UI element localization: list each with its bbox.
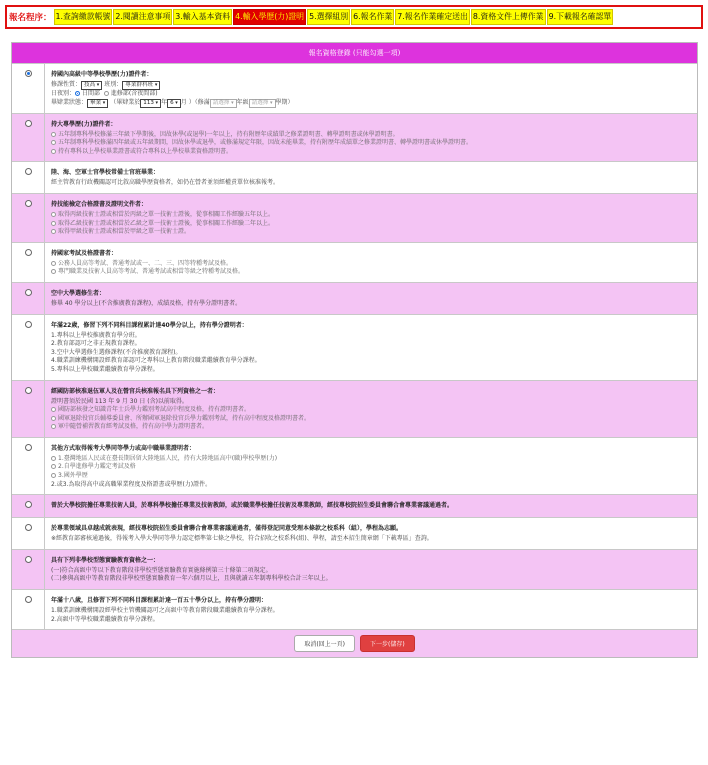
graduation-status-label: 畢肄業狀態： [51,98,88,106]
class-type-select[interactable]: 專業群科班 ▾ [122,81,160,90]
option-row-college [12,113,697,162]
option-radio-age18-credits[interactable] [25,596,32,603]
option-row-highschool [12,63,697,113]
step-3-basic-info[interactable]: 3.輸入基本資料 [173,9,232,25]
option-note: 2.或3.為取得高中或高職畢業程度及格證書或學歷(力)證件。 [51,480,212,488]
option-row-open-university [12,282,697,314]
option-title: 年滿22歲，修習下列不同科目課程累計達40學分以上，持有學分證明者： [51,321,248,329]
step-2-read-notes[interactable]: 2.閱讀注意事項 [113,9,172,25]
day-night-label: 日夜別： [51,90,76,97]
next-save-button[interactable]: 下一步(儲存) [360,635,415,652]
registration-steps-bar [5,5,703,29]
option-text: (一)符合高級中等以下教育階段非學校型態實驗教育實施條例第三十條第二項規定。 [51,566,272,574]
sub-option-text: 專門職業及技術人員高等考試、普通考試或相當等級之特種考試及格。 [58,268,245,276]
option-row-military-school [12,161,697,193]
sub-option-text: 3.國外學歷 [58,472,88,480]
month-unit: 月 [180,98,187,106]
option-radio-veterans[interactable] [25,387,32,394]
day-division-radio[interactable] [75,91,80,96]
option-radio-military-school[interactable] [25,168,32,175]
sub-option-radio[interactable] [51,212,56,217]
term-unit: 學期） [275,98,294,106]
option-title: 空中大學選修生者： [51,289,106,297]
option-radio-college[interactable] [25,120,32,127]
sub-option-text: 持有專科以上學校畢業證書或符合專科以上學校畢業資格證明書。 [58,147,233,155]
form-footer [12,629,697,657]
option-radio-technical-staff[interactable] [25,501,32,508]
option-row-skill-certificate [12,193,697,242]
evening-division-label: 進修部(含夜間部) [110,90,158,97]
step-8-upload-documents[interactable]: 8.資格文件上傳作業 [471,9,546,25]
option-title: 持技能檢定合格證書及證明文件者： [51,200,148,208]
option-text: 5.專科以上學校職業繼續教育學分課程。 [51,365,159,373]
course-type-select[interactable]: 技高 ▾ [81,81,102,90]
option-radio-skill-certificate[interactable] [25,200,32,207]
sub-option-radio[interactable] [51,464,56,469]
sub-option-radio[interactable] [51,261,56,266]
graduation-status-select[interactable]: 畢業 ▾ [87,99,108,108]
sub-option-text: 五年制專科學校修滿四年級或五年級期間，因故休學或退學，或修滿規定年限，因故未能畢業，持有附歷年成績單之修業證明書、轉學證明書或休學證明書。 [58,139,473,147]
sub-option-text: 軍中隨營補習教育經考試及格，持有高中學力證明書者。 [58,423,209,431]
completed-prefix: ）（修滿 [188,98,210,106]
sub-option-text: 取得甲級技術士證或相當於甲級之單一技術士證。 [58,228,191,236]
option-row-equivalent [12,437,697,494]
sub-option-radio[interactable] [51,416,56,421]
day-division-label: 日間部 [82,90,101,97]
option-radio-age22-credits[interactable] [25,321,32,328]
sub-option-text: 取得丙級技術士證或相當於丙級之單一技術士證後，從事相關工作經驗五年以上。 [58,210,275,218]
option-intro: 證明書須於民國 113 年 9 月 30 日 (含)以前取得。 [51,397,188,405]
option-title: 於專業領域具卓越成就表現，經技專校院招生委員會聯合會專業審議通過者，僅得登記同意受理本條款之校系科（組），學程為志願。 [51,525,403,533]
option-radio-open-university[interactable] [25,289,32,296]
step-1-query-account[interactable]: 1.查詢繳款帳號 [54,9,113,25]
completed-grade-select[interactable]: 請選擇 ▾ [210,99,237,108]
sub-option-radio[interactable] [51,269,56,274]
sub-option-radio[interactable] [51,456,56,461]
qualification-form [11,42,698,658]
option-text: 1.職業訓練機構開設經學校主管機關認可之高級中等教育階段職業繼續教育學分課程。 [51,607,279,615]
option-text: 經主管教育行政機關認可比敘高職學歷資格者，如仍在營者並須經權責單位核准報考。 [51,179,280,187]
option-radio-highschool[interactable] [25,70,32,77]
option-title: 持國內高級中等學校學歷(力)證件者： [51,71,153,78]
option-radio-experimental-education[interactable] [25,556,32,563]
sub-option-text: 取得乙級技術士證或相當於乙級之單一技術士證後，從事相關工作經驗二年以上。 [58,219,275,227]
step-7-submit[interactable]: 7.報名作業確定送出 [395,9,470,25]
step-5-choose-group[interactable]: 5.選擇組別 [307,9,350,25]
option-text: (二)參與高級中等教育階段非學校型態實驗教育一年六個月以上，且與就讀五年制專科學校合計三年以上。 [51,575,332,583]
sub-option-radio[interactable] [51,140,56,145]
sub-option-text: 國軍退除役官兵輔導委員會、所辦國軍退除役官兵學力鑑別考試，持有高中程度及格證明書者。 [58,414,311,422]
sub-option-text: 五年制專科學校修滿三年級下學期後，因故休學(或退學)一年以上，持有附歷年成績單之修業證明書、轉學證明書或休學證明書。 [58,130,399,138]
form-header: 報名資格登錄 (只能勾選一項) [12,43,697,63]
option-row-veterans [12,380,697,437]
graduation-date-prefix: （畢肄業於 [110,98,141,106]
option-text: 4.職業訓練機構開設經教育部認可之專科以上教育階段職業繼續教育學分課程。 [51,357,261,365]
class-type-label: 班別： [104,81,123,88]
option-title: 具有下列非學校型態實驗教育資格之一： [51,556,160,564]
option-text: 2.教育部認可之非正規教育課程。 [51,340,141,348]
sub-option-radio[interactable] [51,132,56,137]
steps-lead-label: 報名程序： [9,13,52,23]
graduation-month-select[interactable]: 6 ▾ [167,99,181,108]
option-title: 經國防部核准退伍軍人及在營官兵核准報名具下列資格之一者： [51,387,220,395]
option-text: 1.專科以上學校推廣教育學分班。 [51,331,141,339]
sub-option-radio[interactable] [51,229,56,234]
option-title: 陸、海、空軍士官學校常備士官班畢業： [51,169,160,177]
option-radio-outstanding-achievement[interactable] [25,524,32,531]
option-text: 3.空中大學選修生選修課程(不含推廣教育課程)。 [51,348,182,356]
option-text: 2.高級中等學校職業繼續教育學分課程。 [51,615,159,623]
option-row-outstanding-achievement [12,517,697,549]
option-title: 持國家考試及格證書者： [51,249,118,257]
sub-option-radio[interactable] [51,424,56,429]
year-unit: 年 [161,98,168,106]
option-title: 持大專學歷(力)證件者： [51,120,117,128]
sub-option-radio[interactable] [51,407,56,412]
sub-option-radio[interactable] [51,473,56,478]
option-row-age18-credits [12,589,697,629]
step-4-education-proof[interactable]: 4.輸入學歷(力)證明 [233,9,306,25]
step-6-registration[interactable]: 6.報名作業 [351,9,394,25]
sub-option-text: 2.自學進修學力鑑定考試及格 [58,463,136,471]
completed-term-select[interactable]: 請選擇 ▾ [249,99,276,108]
cancel-back-button[interactable]: 取消(回上一頁) [294,635,355,652]
option-radio-equivalent[interactable] [25,444,32,451]
option-row-experimental-education [12,549,697,589]
sub-option-text: 公務人員高等考試、普通考試或一、二、三、四等特種考試及格。 [58,259,233,267]
option-radio-national-exam[interactable] [25,249,32,256]
sub-option-text: 國防部核發之知識青年士兵學力鑑別考試高中程度及格，持有證明書者。 [58,406,251,414]
option-title: 曾於大學校院擔任專業技術人員，於專科學校擔任專業及技術教師，或於職業學校擔任技術及專業教師，經技專校院招生委員會聯合會專業審議通過者。 [51,502,454,510]
sub-option-radio[interactable] [51,149,56,154]
option-title: 其他方式取得報考大學同等學力或高中職畢業證明者： [51,444,196,452]
evening-division-radio[interactable] [104,91,109,96]
step-9-download-confirmation[interactable]: 9.下載報名確認單 [547,9,614,25]
option-row-national-exam [12,242,697,282]
option-text: ※經教育部審核通過後，得報考入學大學同等學力認定標準第七條之學校，符合招收之校系科(組)、學程，請至本招生簡章網「下載專區」查詢。 [51,535,433,543]
option-row-age22-credits [12,314,697,380]
grade-unit: 年級 [236,98,249,106]
sub-option-radio[interactable] [51,221,56,226]
option-row-technical-staff [12,494,697,517]
graduation-year-select[interactable]: 113 ▾ [140,99,161,108]
course-type-label: 修課性質： [51,81,82,88]
option-text: 修畢 40 學分以上(不含推廣教育課程)，成績及格，持有學分證明書者。 [51,299,242,307]
option-title: 年滿十八歲，且修習下列不同科目課程累計達一百五十學分以上，持有學分證明： [51,597,268,605]
sub-option-text: 1.臺灣地區人民或在臺長期居留大陸地區人民，持有大陸地區高中(職)學校學歷(力) [58,454,278,462]
